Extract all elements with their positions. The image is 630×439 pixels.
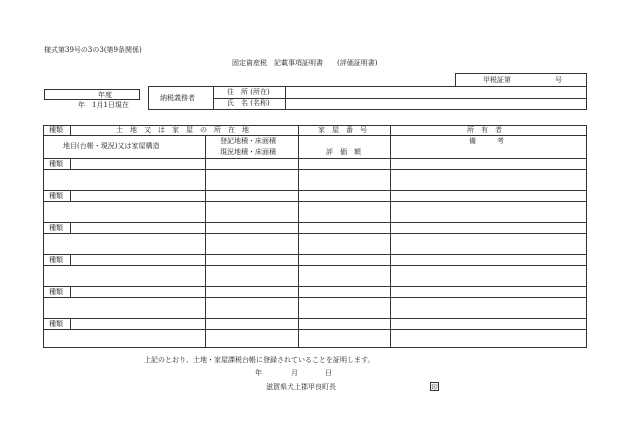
entry-4-line-a — [44, 265, 586, 266]
entry-4-kind-divider — [70, 254, 71, 265]
entry-1-line-a — [44, 169, 586, 170]
fiscal-year-label: 年度 — [98, 91, 112, 99]
name-label: 氏 名 (名称) — [227, 99, 270, 107]
form-title: 固定資産税 記載事項証明書 (評価証明書) — [232, 59, 378, 67]
entry-2-line-b — [44, 222, 586, 223]
entry-2-line-a — [44, 201, 586, 202]
entry-6-kind-divider — [70, 318, 71, 329]
entry-1-line-b — [44, 190, 586, 191]
header-value-divider — [298, 126, 299, 158]
as-of-date-label: 年 1月1日現在 — [78, 101, 129, 109]
header-kind-divider — [70, 126, 71, 135]
entry-5-line-b — [44, 318, 586, 319]
header-kind: 種類 — [49, 126, 63, 134]
header-line-1 — [44, 135, 586, 136]
header-line-2 — [44, 158, 586, 159]
certificate-number-box — [455, 73, 587, 87]
date-year-label: 年 — [255, 369, 262, 377]
entry-4-line-b — [44, 286, 586, 287]
header-remarks: 備 考 — [469, 137, 504, 145]
taxpayer-box — [148, 86, 587, 110]
entry-1-kind-divider — [70, 158, 71, 169]
header-land-type: 地目(台帳・現況)又は家屋構造 — [63, 142, 160, 150]
entry-4-kind: 種類 — [49, 256, 63, 264]
entry-3-line-b — [44, 254, 586, 255]
header-type-divider — [205, 135, 206, 158]
entry-5-line-a — [44, 297, 586, 298]
date-month-label: 月 — [291, 369, 298, 377]
header-registered-area: 登記地積・床面積 — [220, 137, 276, 145]
entry-6-kind: 種類 — [49, 320, 63, 328]
entry-6-line-a — [44, 329, 586, 330]
certificate-number-suffix: 号 — [555, 76, 562, 84]
certificate-number-prefix: 甲税証第 — [483, 76, 511, 84]
header-assessed-value: 評 価 額 — [326, 148, 361, 156]
entry-2-kind-divider — [70, 190, 71, 201]
issuer-title: 滋賀県犬上郡甲良町長 — [266, 383, 336, 391]
entry-1-kind: 種類 — [49, 160, 63, 168]
official-seal-mark: 印 — [431, 383, 438, 391]
entry-3-kind: 種類 — [49, 224, 63, 232]
entry-3-line-a — [44, 233, 586, 234]
entry-2-kind: 種類 — [49, 192, 63, 200]
property-table — [43, 125, 587, 348]
certification-statement: 上記のとおり、土地・家屋課税台帳に登録されていることを証明します。 — [144, 356, 375, 364]
address-label: 住 所 (所在) — [227, 88, 270, 96]
entry-5-kind-divider — [70, 286, 71, 297]
form-number-label: 様式第39号の3の3(第9条関係) — [44, 46, 142, 54]
header-current-area: 現況地積・床面積 — [220, 148, 276, 156]
entry-3-kind-divider — [70, 222, 71, 233]
header-house-number: 家 屋 番 号 — [318, 126, 367, 134]
date-day-label: 日 — [325, 369, 332, 377]
header-owner-divider — [390, 126, 391, 158]
header-owner: 所 有 者 — [467, 126, 502, 134]
header-location: 土 地 又 は 家 屋 の 所 在 地 — [116, 126, 249, 134]
entry-5-kind: 種類 — [49, 288, 63, 296]
fiscal-year-box — [44, 89, 140, 100]
taxpayer-label: 納税義務者 — [160, 94, 195, 102]
